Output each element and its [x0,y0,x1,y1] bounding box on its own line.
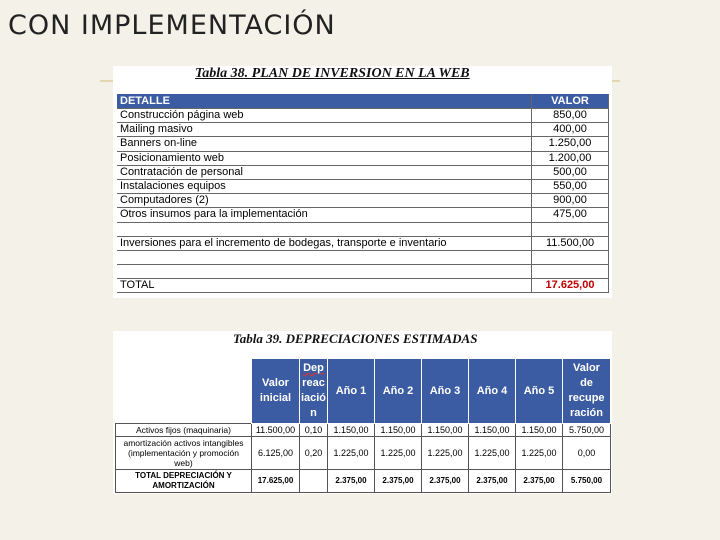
header-ano-5: Año 5 [516,359,563,424]
row-valor: 1.200,00 [532,151,609,165]
header-ano-3: Año 3 [422,359,469,424]
depreciation-table-caption: Tabla 39. DEPRECIACIONES ESTIMADAS [233,331,478,346]
header-ano-2: Año 2 [375,359,422,424]
total-label: TOTAL [117,278,532,292]
row-detalle: Banners on-line [117,137,532,151]
header-valor: VALOR [532,94,609,109]
blank-row [117,222,609,236]
row-valor: 900,00 [532,194,609,208]
row-valor: 850,00 [532,109,609,123]
table-header-row [117,94,609,109]
header-depreciacion: Dep reac iació n [300,359,328,424]
row-detalle: Computadores (2) [117,194,532,208]
row-valor: 500,00 [532,165,609,179]
row-detalle: Mailing masivo [117,123,532,137]
header-valor-inicial: Valor inicial [252,359,300,424]
slide-title: CON IMPLEMENTACIÓN [8,10,336,41]
row-detalle: Posicionamiento web [117,151,532,165]
row-detalle: Otros insumos para la implementación [117,208,532,222]
row-valor: 11.500,00 [532,236,609,250]
table-row [117,208,609,222]
table-row: amortización activos intangibles (implementación y promoción web) 6.125,00 0,20 1.225,00 1.225,00 1.225,00 1.225,00 1.225,00 0,00 [116,437,611,470]
row-detalle: Instalaciones equipos [117,179,532,193]
table-row [117,236,609,250]
table-row [117,123,609,137]
table-row: Activos fijos (maquinaria) 11.500,00 0,10 1.150,00 1.150,00 1.150,00 1.150,00 1.150,00 5.750,00 [116,424,611,437]
row-valor: 400,00 [532,123,609,137]
table-row [117,109,609,123]
blank-row [117,250,609,264]
investment-table [117,94,609,293]
depreciation-table [115,358,611,493]
table-row [117,137,609,151]
table-row [117,179,609,193]
row-valor: 1.250,00 [532,137,609,151]
table-row [117,165,609,179]
depreciation-table-panel [113,331,612,494]
row-valor: 475,00 [532,208,609,222]
header-ano-1: Año 1 [328,359,375,424]
row-detalle: Inversiones para el incremento de bodegas, transporte e inventario [117,236,532,250]
table-row [117,194,609,208]
investment-table-caption: Tabla 38. PLAN DE INVERSION EN LA WEB [195,66,470,81]
blank-row [117,264,609,278]
total-row [117,278,609,292]
investment-table-panel [113,66,612,298]
table-header-row [116,359,611,424]
row-detalle: Contratación de personal [117,165,532,179]
header-detalle: DETALLE [117,94,532,109]
total-row: TOTAL DEPRECIACIÓN Y AMORTIZACIÓN 17.625,00 2.375,00 2.375,00 2.375,00 2.375,00 2.375,00 5.750,00 [116,470,611,493]
total-value: 17.625,00 [532,278,609,292]
header-ano-4: Año 4 [469,359,516,424]
row-detalle: Construcción página web [117,109,532,123]
header-valor-recuperacion: Valor de recupe ración [563,359,611,424]
table-row [117,151,609,165]
row-valor: 550,00 [532,179,609,193]
